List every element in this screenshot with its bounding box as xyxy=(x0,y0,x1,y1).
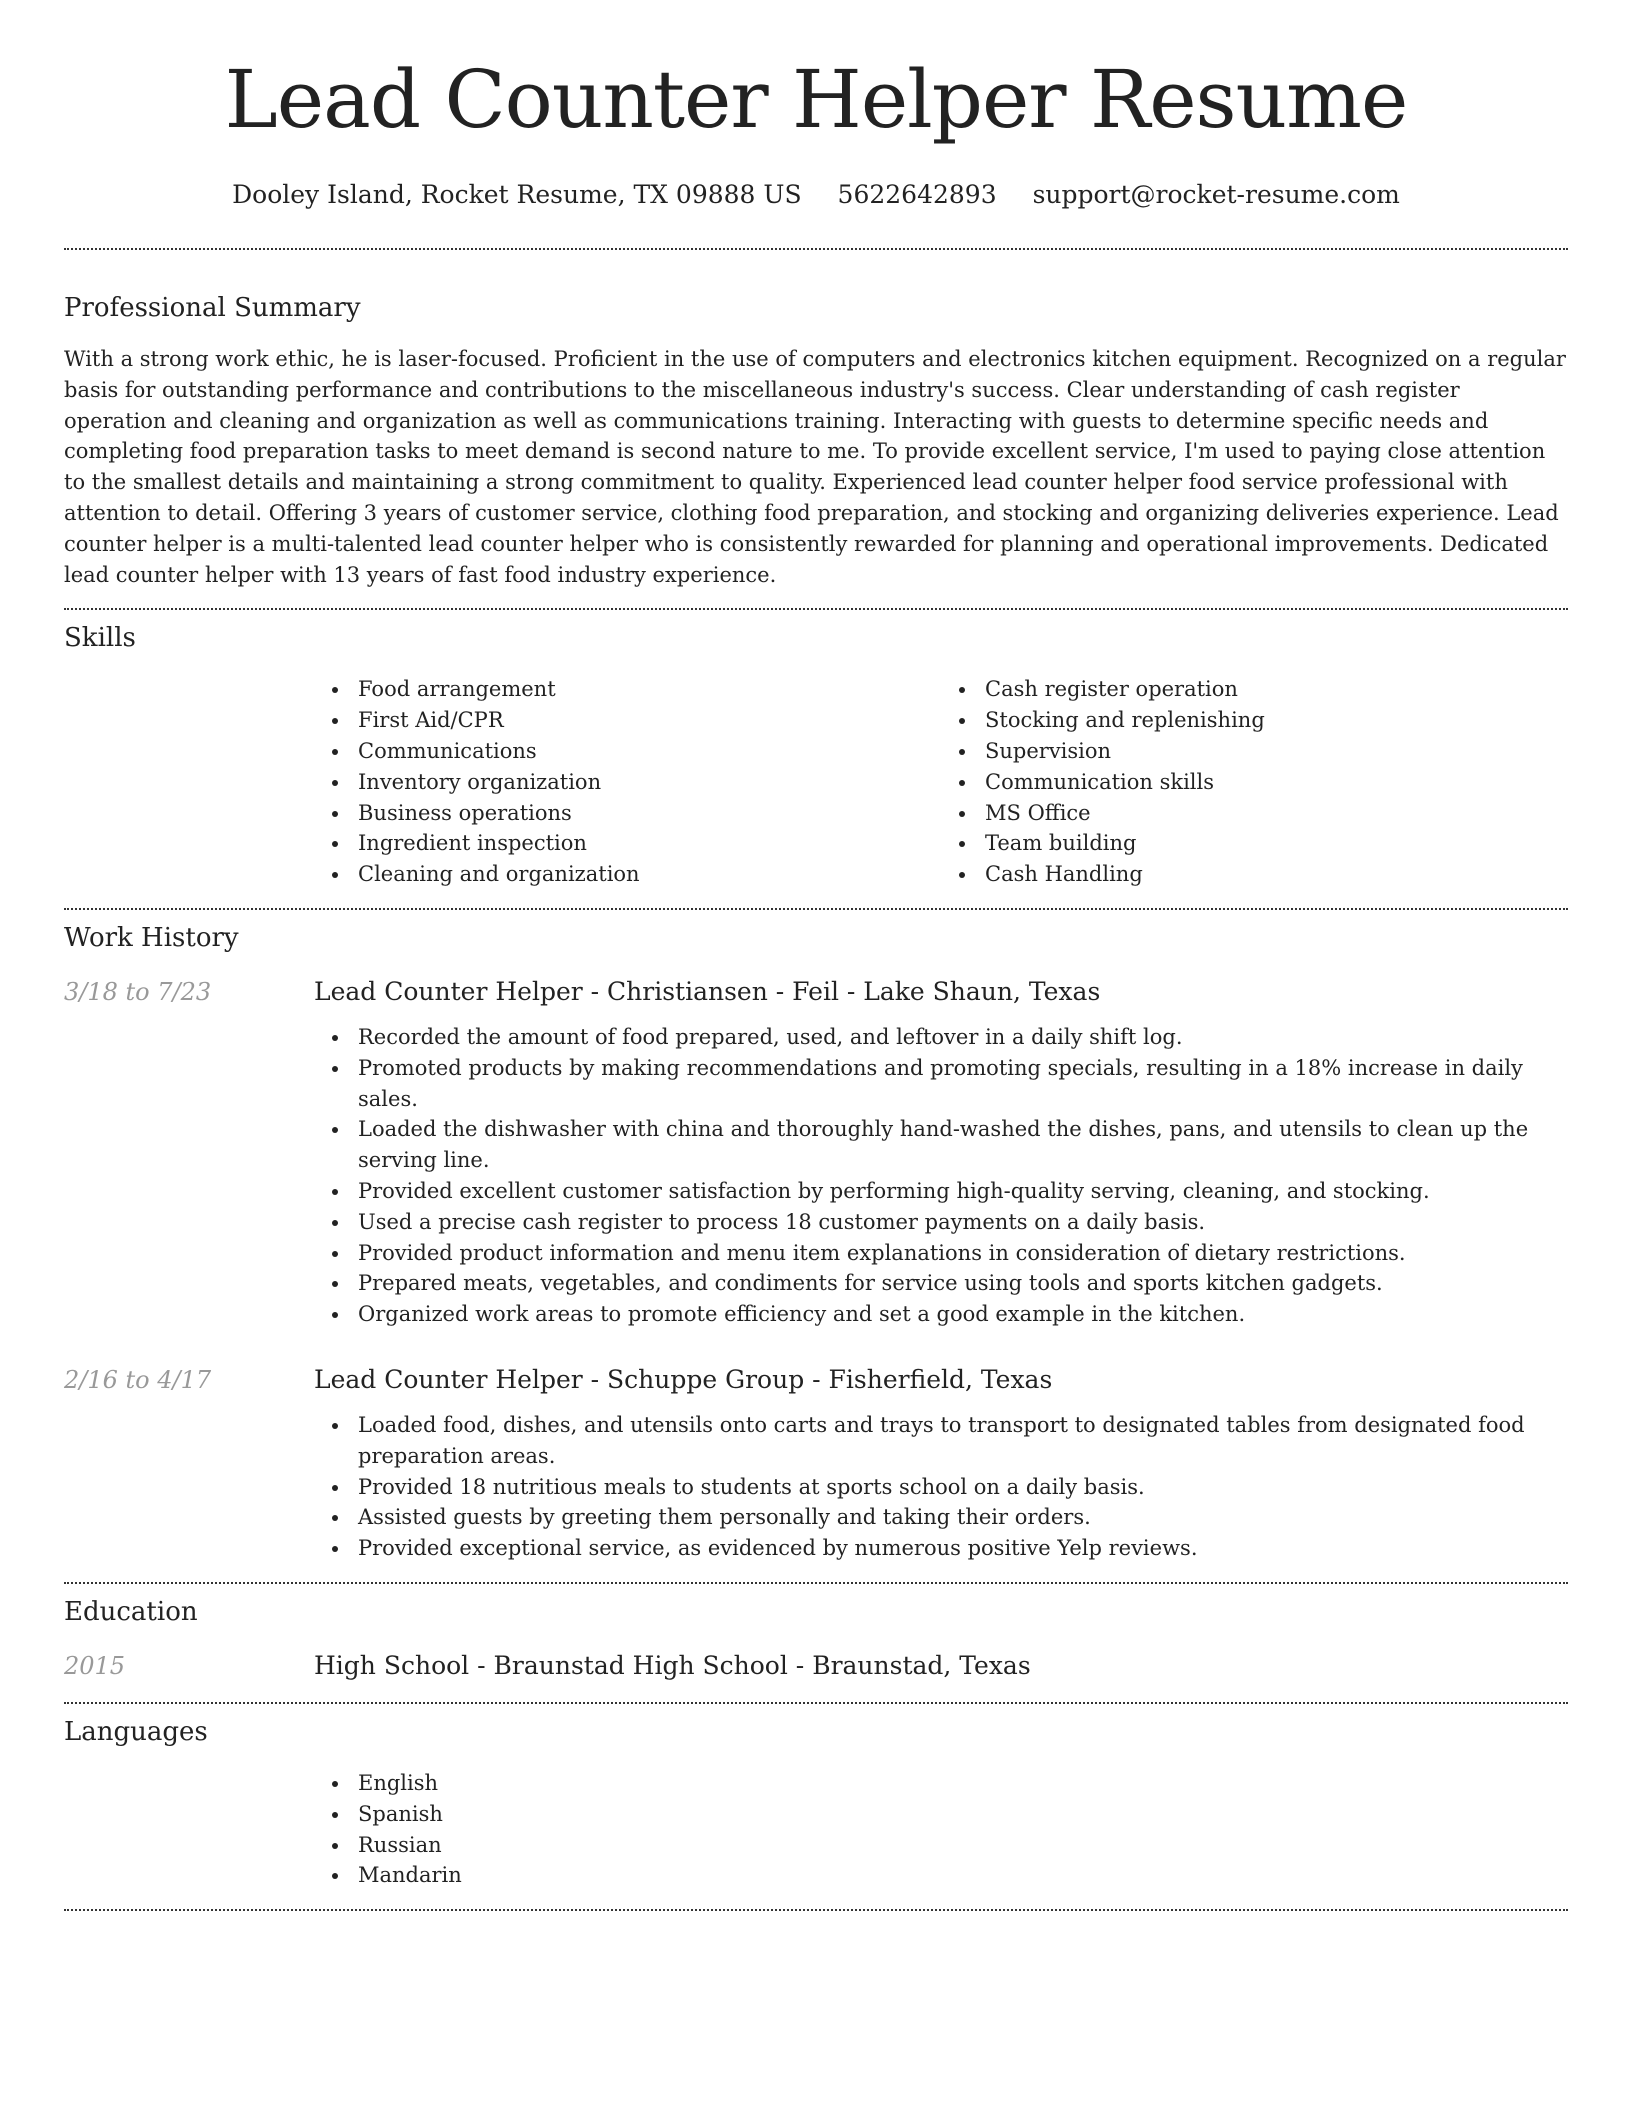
language-item: Russian xyxy=(358,1830,1568,1861)
summary-section xyxy=(64,292,1568,590)
languages-section xyxy=(64,1716,1568,1891)
job-bullet: Used a precise cash register to process 18 customer payments on a daily basis. xyxy=(358,1207,1568,1238)
job-bullet: Provided product information and menu item explanations in consideration of dietary restrictions. xyxy=(358,1238,1568,1269)
skills-list xyxy=(314,674,1568,890)
work-history-heading: Work History xyxy=(64,922,239,953)
summary-heading: Professional Summary xyxy=(64,293,361,323)
job-dates: 3/18 to 7/23 xyxy=(64,977,212,1006)
job-entry xyxy=(64,976,1568,1330)
resume-title: Lead Counter Helper Resume xyxy=(224,53,1408,146)
skill-item: Cash Handling xyxy=(985,859,1568,890)
skill-item: MS Office xyxy=(985,798,1568,829)
contact-phone: 5622642893 xyxy=(837,180,997,209)
education-entry xyxy=(64,1650,1568,1682)
work-history-section xyxy=(64,922,1568,1564)
skill-item: Communication skills xyxy=(985,767,1568,798)
education-heading: Education xyxy=(64,1596,198,1627)
section-divider xyxy=(64,1582,1568,1584)
summary-text: With a strong work ethic, he is laser-focused. Proficient in the use of computers and electronics kitchen equipment. Recognized on a regular basis for outstanding performance and contributions to the miscellaneous industry's success. Clear understanding of cash register operation and cleaning and organization as well as communications training. Interacting with guests to determine specific needs and completing food preparation tasks to meet demand is second nature to me. To provide excellent service, I'm used to paying close attention to the smallest details and maintaining a strong commitment to quality. Experienced lead counter helper food service professional with attention to detail. Offering 3 years of customer service, clothing food preparation, and stocking and organizing deliveries experience. Lead counter helper is a multi-talented lead counter helper who is consistently rewarded for planning and operational improvements. Dedicated lead counter helper with 13 years of fast food industry experience. xyxy=(64,347,1566,587)
job-bullets xyxy=(314,1022,1568,1330)
job-bullet: Prepared meats, vegetables, and condiments for service using tools and sports kitchen gadgets. xyxy=(358,1268,1568,1299)
education-year: 2015 xyxy=(64,1651,126,1680)
section-divider xyxy=(64,908,1568,910)
language-item: Spanish xyxy=(358,1799,1568,1830)
skills-heading: Skills xyxy=(64,623,136,654)
skills-section xyxy=(64,622,1568,890)
education-section xyxy=(64,1596,1568,1682)
skill-item: Team building xyxy=(985,828,1568,859)
job-bullet: Promoted products by making recommendations and promoting specials, resulting in a 18% increase in daily sales. xyxy=(358,1053,1568,1115)
job-title: Lead Counter Helper - Christiansen - Feil - Lake Shaun, Texas xyxy=(314,976,1101,1006)
job-bullet: Loaded food, dishes, and utensils onto carts and trays to transport to designated tables from designated food preparation areas. xyxy=(358,1410,1568,1472)
languages-heading: Languages xyxy=(64,1716,208,1747)
language-item: English xyxy=(358,1768,1568,1799)
job-header xyxy=(64,1364,1568,1396)
language-item: Mandarin xyxy=(358,1860,1568,1891)
job-header xyxy=(64,976,1568,1008)
skill-item: Cleaning and organization xyxy=(358,859,941,890)
skill-item: Stocking and replenishing xyxy=(985,705,1568,736)
job-bullet: Assisted guests by greeting them personally and taking their orders. xyxy=(358,1502,1568,1533)
section-divider xyxy=(64,1909,1568,1911)
job-entry xyxy=(64,1364,1568,1564)
contact-line xyxy=(64,180,1568,210)
job-title: Lead Counter Helper - Schuppe Group - Fisherfield, Texas xyxy=(314,1364,1053,1394)
languages-list xyxy=(314,1768,1568,1891)
job-bullet: Provided exceptional service, as evidenced by numerous positive Yelp reviews. xyxy=(358,1533,1568,1564)
skill-item: Food arrangement xyxy=(358,674,941,705)
contact-email: support@rocket-resume.com xyxy=(1032,180,1400,209)
section-divider xyxy=(64,1702,1568,1704)
skill-item: Cash register operation xyxy=(985,674,1568,705)
skills-column-right xyxy=(941,674,1568,890)
skill-item: First Aid/CPR xyxy=(358,705,941,736)
contact-address: Dooley Island, Rocket Resume, TX 09888 US xyxy=(232,180,802,209)
job-bullets xyxy=(314,1410,1568,1564)
section-divider xyxy=(64,248,1568,250)
education-title: High School - Braunstad High School - Braunstad, Texas xyxy=(314,1650,1031,1680)
job-bullet: Provided 18 nutritious meals to students at sports school on a daily basis. xyxy=(358,1472,1568,1503)
job-bullet: Provided excellent customer satisfaction by performing high-quality serving, cleaning, and stocking. xyxy=(358,1176,1568,1207)
skill-item: Supervision xyxy=(985,736,1568,767)
job-bullet: Organized work areas to promote efficiency and set a good example in the kitchen. xyxy=(358,1299,1568,1330)
skill-item: Communications xyxy=(358,736,941,767)
job-bullet: Recorded the amount of food prepared, used, and leftover in a daily shift log. xyxy=(358,1022,1568,1053)
job-bullet: Loaded the dishwasher with china and thoroughly hand-washed the dishes, pans, and utensils to clean up the serving line. xyxy=(358,1114,1568,1176)
skill-item: Inventory organization xyxy=(358,767,941,798)
section-divider xyxy=(64,608,1568,610)
skill-item: Business operations xyxy=(358,798,941,829)
skill-item: Ingredient inspection xyxy=(358,828,941,859)
job-dates: 2/16 to 4/17 xyxy=(64,1365,212,1394)
resume-header xyxy=(64,0,1568,210)
skills-column-left xyxy=(314,674,941,890)
